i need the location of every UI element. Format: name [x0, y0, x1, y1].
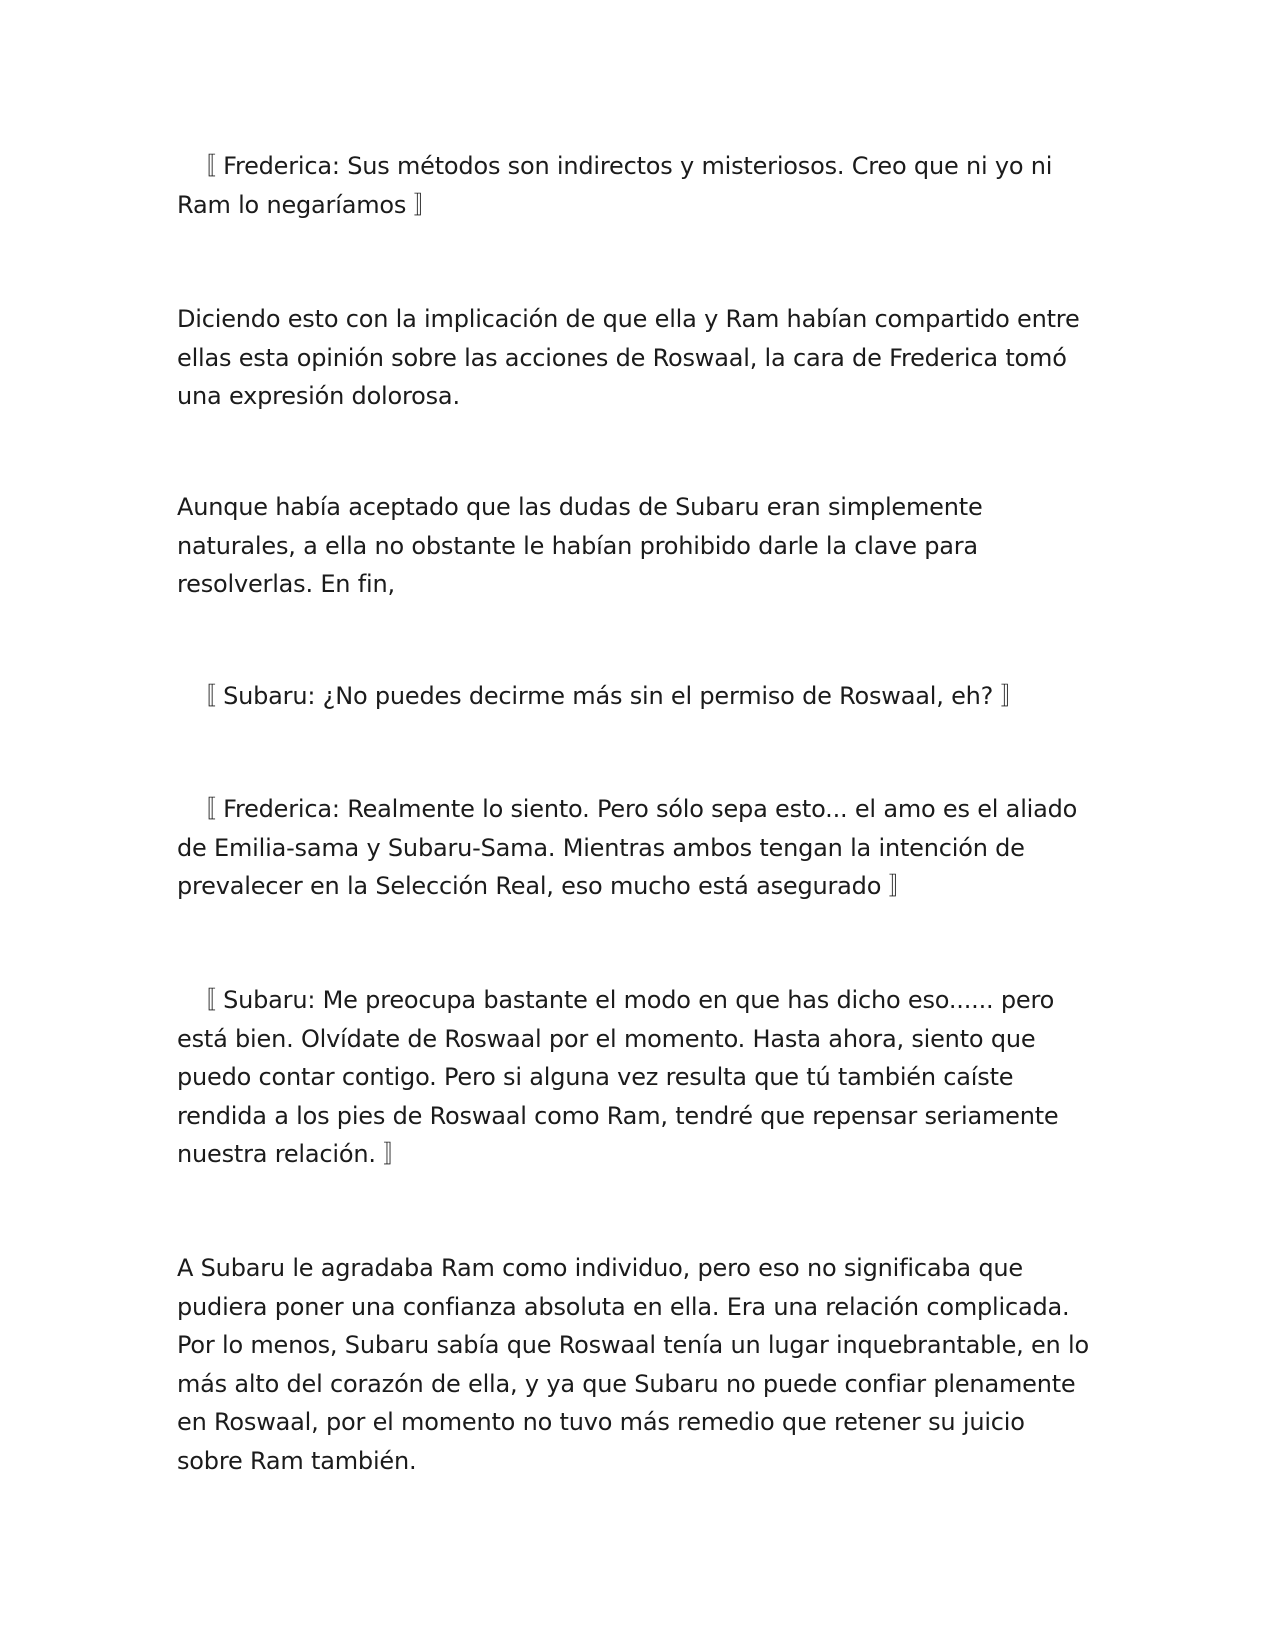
narration-paragraph [177, 1249, 1097, 1480]
text-line: prevalecer en la Selección Real, eso mucho está asegurado 〛 [177, 872, 913, 900]
text-line: A Subaru le agradaba Ram como individuo, pero eso no significaba que [177, 1254, 1023, 1282]
text-line: nuestra relación. 〛 [177, 1140, 408, 1168]
dialogue-paragraph [177, 981, 1097, 1174]
narration-paragraph [177, 300, 1097, 416]
text-line: resolverlas. En fin, [177, 570, 395, 598]
text-line: puedo contar contigo. Pero si alguna vez resulta que tú también caíste [177, 1063, 1014, 1091]
text-line: naturales, a ella no obstante le habían prohibido darle la clave para [177, 531, 978, 560]
text-line: sobre Ram también. [177, 1446, 417, 1475]
text-line: más alto del corazón de ella, y ya que Subaru no puede confiar plenamente [177, 1369, 1076, 1398]
text-line: ellas esta opinión sobre las acciones de Roswaal, la cara de Frederica tomó [177, 343, 1067, 372]
text-line: en Roswaal, por el momento no tuvo más remedio que retener su juicio [177, 1408, 1025, 1436]
text-line: Aunque había aceptado que las dudas de Subaru eran simplemente [177, 493, 983, 521]
text-line: Ram lo negaríamos 〛 [177, 190, 438, 219]
text-line: 〚 Frederica: Realmente lo siento. Pero sólo sepa esto... el amo es el aliado [177, 795, 1078, 823]
text-line: Por lo menos, Subaru sabía que Roswaal tenía un lugar inquebrantable, en lo [177, 1331, 1089, 1359]
text-line: pudiera poner una confianza absoluta en ella. Era una relación complicada. [177, 1292, 1070, 1321]
text-line: está bien. Olvídate de Roswaal por el momento. Hasta ahora, siento que [177, 1024, 1036, 1053]
text-line: de Emilia-sama y Subaru-Sama. Mientras ambos tengan la intención de [177, 833, 1025, 862]
text-line: rendida a los pies de Roswaal como Ram, tendré que repensar seriamente [177, 1101, 1059, 1130]
dialogue-paragraph [177, 147, 1097, 224]
text-line: 〚 Subaru: ¿No puedes decirme más sin el permiso de Roswaal, eh? 〛 [177, 682, 1025, 710]
text-line: 〚 Frederica: Sus métodos son indirectos y misteriosos. Creo que ni yo ni [177, 152, 1053, 180]
text-line: Diciendo esto con la implicación de que ella y Ram habían compartido entre [177, 305, 1080, 333]
text-line: 〚 Subaru: Me preocupa bastante el modo en que has dicho eso...... pero [177, 986, 1055, 1014]
text-line: una expresión dolorosa. [177, 382, 460, 410]
dialogue-paragraph [177, 677, 1097, 716]
dialogue-paragraph [177, 790, 1097, 906]
narration-paragraph [177, 488, 1097, 604]
